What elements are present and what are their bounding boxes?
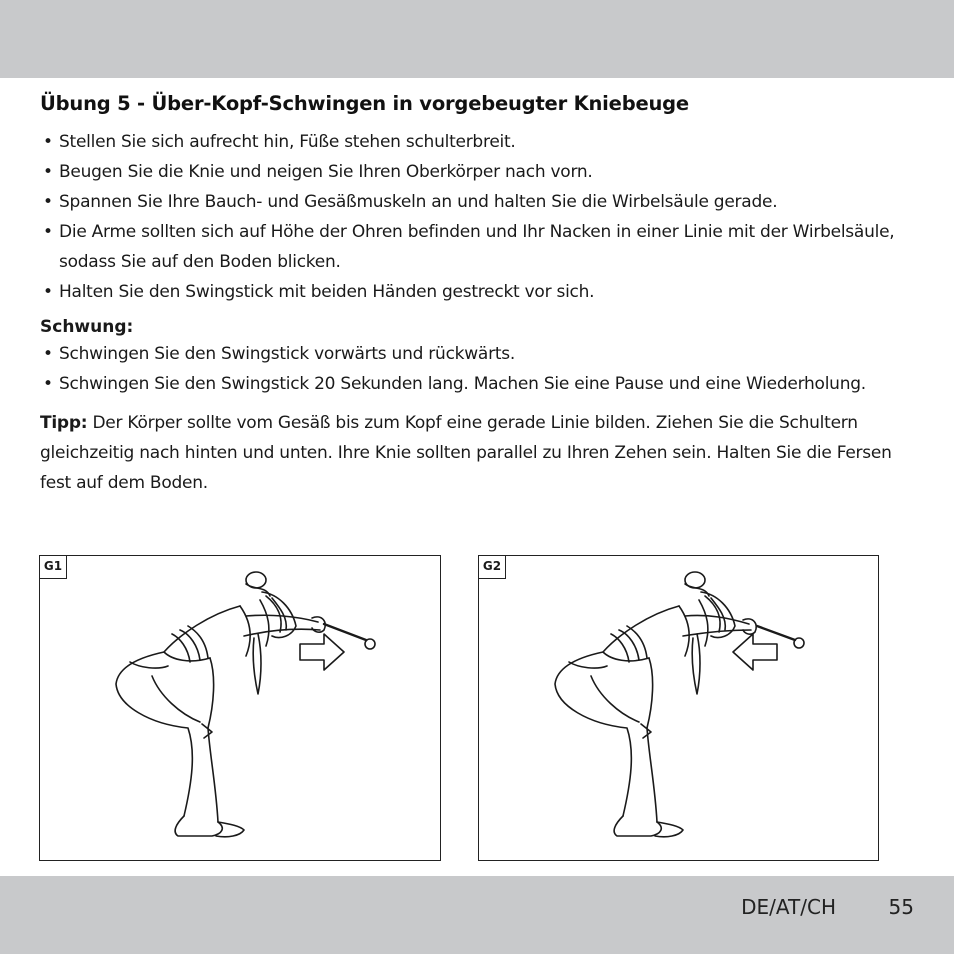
woman-squat-illustration bbox=[479, 556, 878, 860]
swing-item: • Schwingen Sie den Swingstick vorwärts und rückwärts. bbox=[40, 339, 920, 369]
arrow-right-icon bbox=[300, 634, 344, 670]
step-item: • Stellen Sie sich aufrecht hin, Füße stehen schulterbreit. bbox=[40, 127, 920, 157]
tip-label: Tipp: bbox=[40, 413, 88, 433]
step-item: • Spannen Sie Ihre Bauch- und Gesäßmuskeln an und halten Sie die Wirbelsäule gerade. bbox=[40, 187, 920, 217]
swing-item: • Schwingen Sie den Swingstick 20 Sekunden lang. Machen Sie eine Pause und eine Wiederholung. bbox=[40, 369, 920, 399]
exercise-heading: Übung 5 - Über-Kopf-Schwingen in vorgebeugter Kniebeuge bbox=[40, 92, 689, 115]
step-item: • Halten Sie den Swingstick mit beiden Händen gestreckt vor sich. bbox=[40, 277, 920, 307]
arrow-left-icon bbox=[733, 634, 777, 670]
tip-paragraph bbox=[40, 408, 920, 498]
figure-g2 bbox=[478, 555, 879, 861]
step-item: • Die Arme sollten sich auf Höhe der Ohren befinden und Ihr Nacken in einer Linie mit der Wirbelsäule, sodass Sie auf den Boden blicken. bbox=[40, 217, 920, 277]
tip-text: Der Körper sollte vom Gesäß bis zum Kopf eine gerade Linie bilden. Ziehen Sie die Schultern gleichzeitig nach hinten und unten. Ihre Knie sollten parallel zu Ihren Zehen sein. Halten Sie die Fersen fest auf dem Boden. bbox=[40, 413, 892, 493]
step-list bbox=[40, 127, 920, 307]
figure-g1 bbox=[39, 555, 441, 861]
swing-heading: Schwung: bbox=[40, 317, 134, 337]
footer-region: DE/AT/CH bbox=[741, 895, 836, 919]
figure-label: G2 bbox=[478, 555, 506, 579]
step-item: • Beugen Sie die Knie und neigen Sie Ihren Oberkörper nach vorn. bbox=[40, 157, 920, 187]
figure-label: G1 bbox=[39, 555, 67, 579]
swing-list bbox=[40, 339, 920, 399]
exercise-content bbox=[40, 92, 920, 498]
page-number: 55 bbox=[888, 895, 914, 919]
header-band bbox=[0, 0, 954, 78]
woman-squat-illustration bbox=[40, 556, 440, 860]
